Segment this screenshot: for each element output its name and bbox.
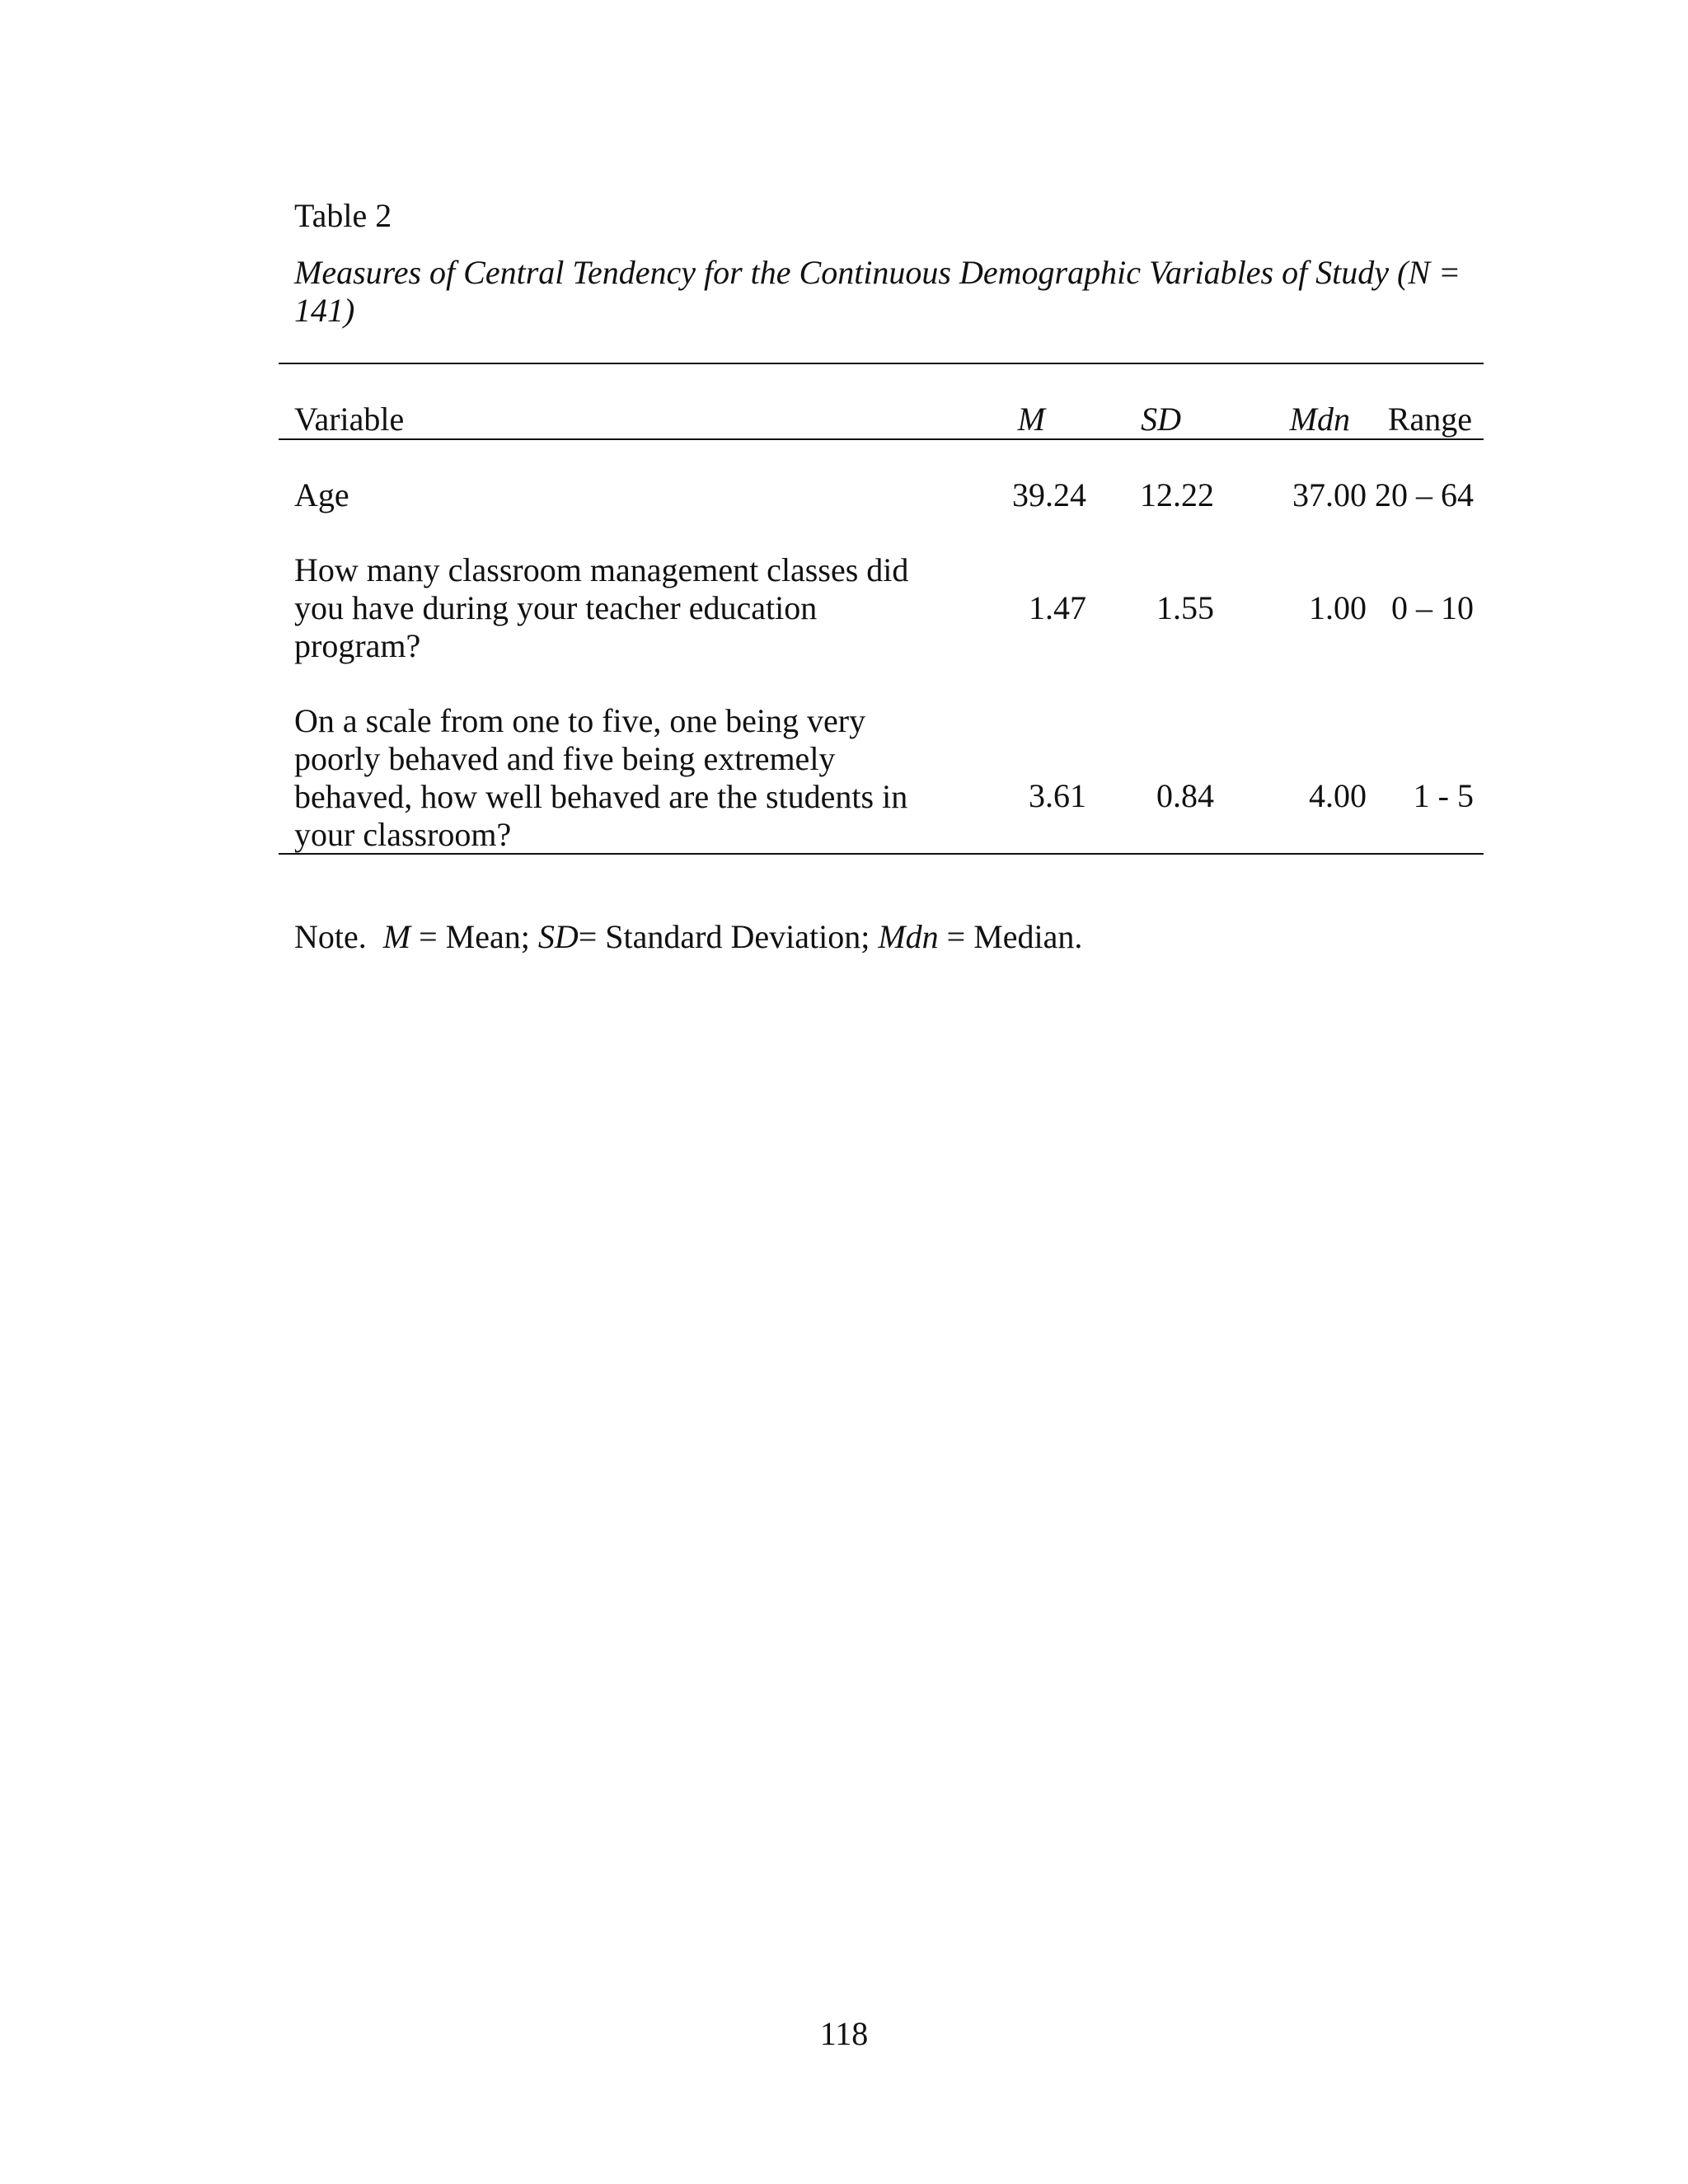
note-sd-definition: = Standard Deviation;: [578, 918, 879, 955]
note-prefix: Note.: [294, 918, 367, 955]
table-note: [294, 916, 1082, 958]
table-row-classes-range: 0 – 10: [1391, 589, 1474, 626]
table-row-behavior-variable: On a scale from one to five, one being very poorly behaved and five being extremely behaved, how well behaved are the students in your classroom?: [294, 702, 908, 853]
table-row-age-range: 20 – 64: [1375, 476, 1474, 513]
column-header-median: Mdn: [1289, 401, 1350, 438]
note-m-symbol: M: [382, 918, 411, 955]
column-header-range: Range: [1387, 401, 1472, 438]
note-m-definition: = Mean;: [410, 918, 538, 955]
table-row-classes-variable: How many classroom management classes did you have during your teacher education program?: [294, 551, 909, 664]
table-label: Table 2: [294, 197, 392, 234]
table-title: Measures of Central Tendency for the Continuous Demographic Variables of Study (N = 141): [294, 254, 1461, 329]
table-row-behavior-sd: 0.84: [1156, 777, 1214, 814]
table-row-age-sd: 12.22: [1140, 476, 1214, 513]
table-row-age-median: 37.00: [1292, 476, 1367, 513]
table-row-age-mean: 39.24: [1012, 476, 1086, 513]
table-row-behavior-range: 1 - 5: [1413, 777, 1474, 814]
statistics-table: [279, 0, 1484, 2184]
table-row-classes-sd: 1.55: [1156, 589, 1214, 626]
page-number: 118: [819, 2015, 869, 2052]
column-header-mean: M: [1017, 401, 1045, 438]
table-row-behavior-mean: 3.61: [1029, 777, 1086, 814]
column-header-sd: SD: [1141, 401, 1181, 438]
table-row-classes-median: 1.00: [1309, 589, 1367, 626]
column-header-variable: Variable: [294, 401, 405, 438]
note-mdn-definition: = Median.: [938, 918, 1083, 955]
table-row-classes-mean: 1.47: [1029, 589, 1086, 626]
note-sd-symbol: SD: [537, 918, 579, 955]
table-row-behavior-median: 4.00: [1309, 777, 1367, 814]
table-row-age-variable: Age: [294, 476, 349, 513]
note-mdn-symbol: Mdn: [878, 918, 939, 955]
